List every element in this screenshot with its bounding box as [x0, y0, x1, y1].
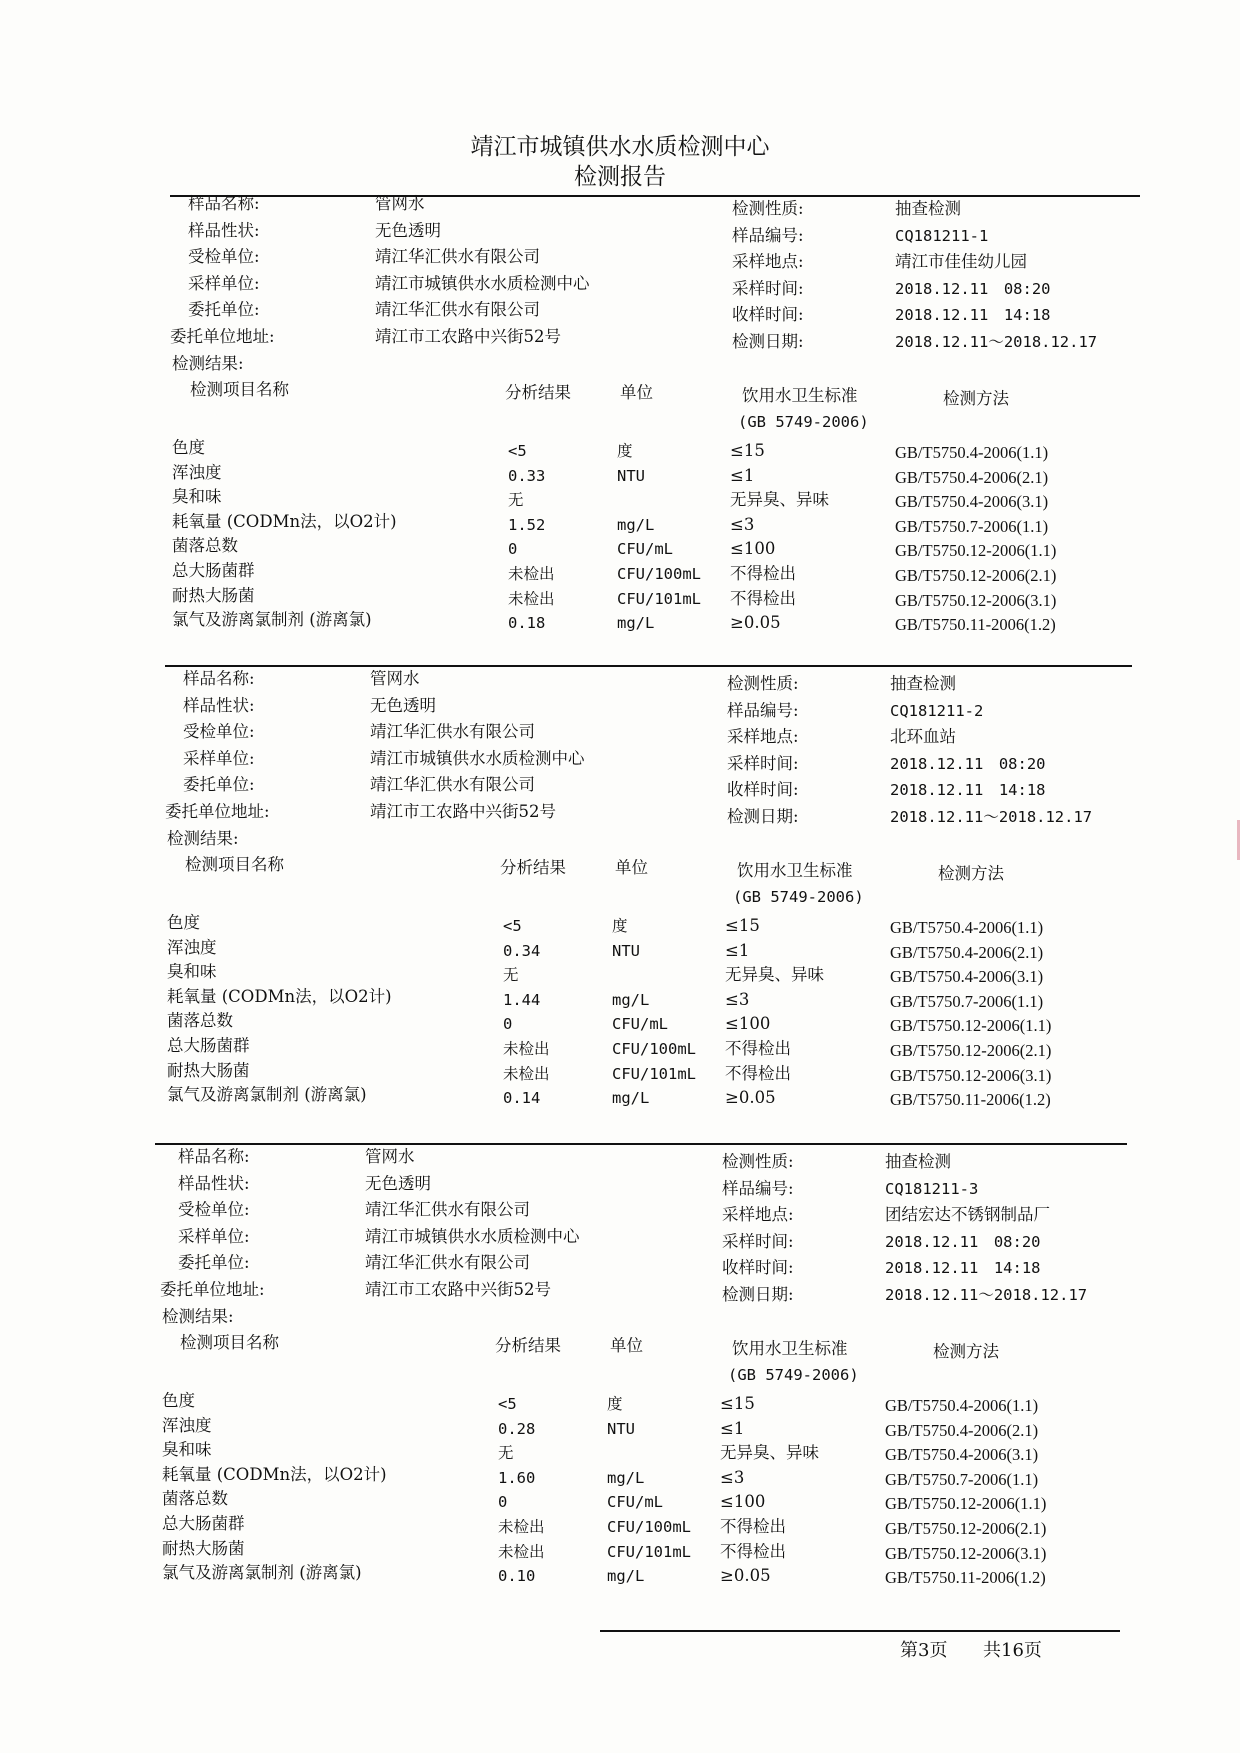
row-method: GB/T5750.12-2006(2.1) — [890, 1041, 1052, 1060]
row-result: <5 — [498, 1395, 517, 1413]
field-value-sampling_time: 2018.12.11 08:20 — [890, 754, 1046, 773]
row-item: 色度 — [172, 438, 205, 457]
col-header-method: 检测方法 — [943, 389, 1009, 408]
field-value-sample_appearance: 无色透明 — [365, 1173, 431, 1193]
row-item: 耐热大肠菌 — [167, 1060, 250, 1080]
row-standard: 不得检出 — [720, 1541, 786, 1561]
field-label-client_unit: 委托单位: — [183, 775, 255, 794]
row-result: 0 — [503, 1015, 513, 1034]
row-unit: 度 — [607, 1395, 623, 1413]
field-label-sample_name: 样品名称: — [188, 194, 260, 213]
row-standard: 不得检出 — [730, 588, 796, 608]
row-method: GB/T5750.12-2006(1.1) — [895, 541, 1057, 561]
field-label-sampling_time: 采样时间: — [727, 753, 799, 773]
row-result: 0.18 — [508, 614, 546, 633]
field-label-receiving_time: 收样时间: — [722, 1258, 794, 1277]
results-label: 检测结果: — [162, 1307, 234, 1326]
row-standard: ≤1 — [725, 940, 750, 960]
field-label-sampling_unit: 采样单位: — [183, 748, 255, 768]
row-item: 氯气及游离氯制剂 (游离氯) — [162, 1563, 362, 1583]
row-item: 总大肠菌群 — [167, 1036, 250, 1055]
row-result: 未检出 — [503, 1040, 550, 1058]
page-number: 第3页 — [900, 1640, 948, 1661]
field-value-inspected_unit: 靖江华汇供水有限公司 — [375, 247, 540, 266]
row-standard: ≤15 — [720, 1394, 755, 1413]
field-label-sample_no: 样品编号: — [727, 700, 799, 720]
field-label-inspected_unit: 受检单位: — [183, 722, 255, 741]
field-label-sample_appearance: 样品性状: — [183, 695, 255, 715]
row-item: 菌落总数 — [167, 1011, 233, 1031]
row-item: 臭和味 — [167, 962, 217, 982]
field-label-client_unit: 委托单位: — [178, 1253, 250, 1272]
col-header-standard: 饮用水卫生标准 — [742, 386, 858, 405]
sample-block — [150, 190, 1150, 650]
field-value-sample_no: CQ181211-1 — [895, 226, 989, 245]
row-item: 耗氧量 (CODMn法，以O2计) — [162, 1464, 387, 1484]
results-label: 检测结果: — [167, 829, 239, 848]
field-value-receiving_time: 2018.12.11 14:18 — [895, 306, 1051, 324]
row-item: 总大肠菌群 — [162, 1514, 245, 1533]
footer-divider — [600, 1630, 1120, 1632]
row-method: GB/T5750.12-2006(3.1) — [885, 1543, 1047, 1563]
field-value-client_address: 靖江市工农路中兴街52号 — [370, 801, 556, 821]
row-result: 0.34 — [503, 941, 541, 960]
row-item: 色度 — [162, 1391, 195, 1410]
row-item: 氯气及游离氯制剂 (游离氯) — [167, 1085, 367, 1105]
field-label-client_address: 委托单位地址: — [160, 1279, 265, 1299]
field-value-sampling_time: 2018.12.11 08:20 — [885, 1232, 1041, 1251]
row-result: 未检出 — [508, 589, 555, 608]
field-value-client_unit: 靖江华汇供水有限公司 — [375, 300, 540, 319]
row-standard: 无异臭、异味 — [730, 490, 829, 510]
row-unit: CFU/mL — [612, 1015, 668, 1034]
col-header-item: 检测项目名称 — [180, 1333, 279, 1352]
col-header-unit: 单位 — [620, 383, 653, 402]
row-standard: ≤3 — [725, 989, 750, 1009]
field-label-inspected_unit: 受检单位: — [178, 1200, 250, 1219]
row-method: GB/T5750.7-2006(1.1) — [885, 1469, 1039, 1489]
row-standard: 不得检出 — [725, 1063, 791, 1083]
row-item: 耗氧量 (CODMn法，以O2计) — [172, 511, 397, 531]
field-label-sampling_unit: 采样单位: — [188, 273, 260, 293]
field-value-sample_appearance: 无色透明 — [375, 220, 441, 240]
row-method: GB/T5750.4-2006(3.1) — [885, 1445, 1039, 1465]
row-item: 菌落总数 — [162, 1489, 228, 1509]
row-method: GB/T5750.12-2006(1.1) — [885, 1494, 1047, 1514]
field-value-test_date: 2018.12.11～2018.12.17 — [895, 332, 1098, 351]
row-standard: ≤3 — [730, 514, 755, 534]
field-value-test_date: 2018.12.11～2018.12.17 — [890, 807, 1093, 826]
row-unit: CFU/101mL — [617, 589, 701, 608]
row-result: 无 — [503, 966, 519, 985]
field-label-inspection_type: 检测性质: — [732, 199, 804, 218]
row-item: 浑浊度 — [167, 937, 217, 957]
field-value-sampling_site: 北环血站 — [890, 727, 956, 746]
row-method: GB/T5750.11-2006(1.2) — [890, 1090, 1051, 1110]
row-unit: CFU/101mL — [607, 1542, 691, 1561]
col-header-result: 分析结果 — [500, 858, 566, 877]
field-label-receiving_time: 收样时间: — [732, 305, 804, 324]
row-standard: ≤100 — [730, 539, 776, 559]
col-header-standard: 饮用水卫生标准 — [737, 861, 853, 880]
row-unit: CFU/100mL — [607, 1518, 691, 1536]
field-value-inspected_unit: 靖江华汇供水有限公司 — [365, 1200, 530, 1219]
section-divider — [155, 1143, 1127, 1145]
row-result: 无 — [508, 491, 524, 510]
field-label-sampling_time: 采样时间: — [722, 1231, 794, 1251]
row-method: GB/T5750.4-2006(2.1) — [895, 467, 1049, 487]
row-method: GB/T5750.4-2006(1.1) — [895, 443, 1049, 462]
row-unit: NTU — [617, 466, 645, 485]
row-method: GB/T5750.4-2006(2.1) — [885, 1420, 1039, 1440]
row-item: 菌落总数 — [172, 536, 238, 556]
field-label-client_address: 委托单位地址: — [165, 801, 270, 821]
row-result: 0 — [508, 540, 518, 559]
row-unit: mg/L — [617, 515, 655, 534]
row-standard: ≤100 — [720, 1492, 766, 1512]
row-standard: ≤3 — [720, 1467, 745, 1487]
row-result: 0 — [498, 1493, 508, 1512]
field-label-receiving_time: 收样时间: — [727, 780, 799, 799]
field-label-client_address: 委托单位地址: — [170, 326, 275, 346]
row-method: GB/T5750.12-2006(2.1) — [885, 1519, 1047, 1538]
row-item: 耐热大肠菌 — [172, 585, 255, 605]
row-result: 1.44 — [503, 990, 541, 1009]
field-value-client_address: 靖江市工农路中兴街52号 — [365, 1279, 551, 1299]
col-header-standard-ref: (GB 5749-2006) — [728, 1366, 859, 1384]
row-method: GB/T5750.11-2006(1.2) — [885, 1568, 1046, 1588]
field-label-sample_appearance: 样品性状: — [188, 220, 260, 240]
row-result: 无 — [498, 1444, 514, 1463]
row-item: 氯气及游离氯制剂 (游离氯) — [172, 610, 372, 630]
section-divider — [170, 195, 1140, 197]
field-value-sampling_unit: 靖江市城镇供水水质检测中心 — [365, 1226, 580, 1246]
field-label-test_date: 检测日期: — [727, 806, 799, 826]
row-method: GB/T5750.4-2006(1.1) — [890, 918, 1044, 937]
row-result: 1.52 — [508, 515, 546, 534]
row-item: 浑浊度 — [162, 1415, 212, 1435]
col-header-item: 检测项目名称 — [185, 855, 284, 874]
row-unit: 度 — [612, 917, 628, 935]
col-header-unit: 单位 — [615, 858, 648, 877]
col-header-standard: 饮用水卫生标准 — [732, 1339, 848, 1358]
row-item: 色度 — [167, 913, 200, 932]
row-result: 未检出 — [508, 565, 555, 583]
row-method: GB/T5750.4-2006(3.1) — [895, 492, 1049, 512]
field-value-sample_no: CQ181211-3 — [885, 1179, 979, 1198]
field-value-sampling_time: 2018.12.11 08:20 — [895, 279, 1051, 298]
row-item: 臭和味 — [162, 1440, 212, 1460]
row-unit: CFU/100mL — [612, 1040, 696, 1058]
row-result: 0.14 — [503, 1089, 541, 1108]
row-standard: ≥0.05 — [730, 613, 781, 633]
field-label-sample_name: 样品名称: — [178, 1147, 250, 1166]
row-standard: 不得检出 — [730, 564, 796, 583]
field-label-sample_no: 样品编号: — [732, 225, 804, 245]
row-item: 浑浊度 — [172, 462, 222, 482]
section-divider — [165, 665, 1132, 667]
field-label-client_unit: 委托单位: — [188, 300, 260, 319]
field-label-sampling_time: 采样时间: — [732, 278, 804, 298]
field-value-sample_name: 管网水 — [365, 1147, 415, 1166]
col-header-method: 检测方法 — [938, 864, 1004, 883]
field-value-sampling_unit: 靖江市城镇供水水质检测中心 — [370, 748, 585, 768]
row-result: <5 — [508, 442, 527, 460]
col-header-method: 检测方法 — [933, 1342, 999, 1361]
field-value-inspection_type: 抽查检测 — [895, 199, 961, 218]
row-method: GB/T5750.12-2006(3.1) — [890, 1065, 1052, 1085]
sample-block — [140, 1143, 1140, 1603]
row-standard: ≤1 — [730, 465, 755, 485]
row-result: 0.33 — [508, 466, 546, 485]
row-item: 臭和味 — [172, 487, 222, 507]
field-value-sample_no: CQ181211-2 — [890, 701, 984, 720]
col-header-item: 检测项目名称 — [190, 380, 289, 399]
row-standard: 无异臭、异味 — [725, 965, 824, 985]
field-label-inspection_type: 检测性质: — [722, 1152, 794, 1171]
row-method: GB/T5750.4-2006(3.1) — [890, 967, 1044, 987]
row-unit: CFU/mL — [607, 1493, 663, 1512]
field-label-sampling_site: 采样地点: — [727, 727, 799, 746]
row-result: 0.10 — [498, 1567, 536, 1586]
row-unit: CFU/101mL — [612, 1064, 696, 1083]
row-standard: ≤100 — [725, 1014, 771, 1034]
row-method: GB/T5750.12-2006(1.1) — [890, 1016, 1052, 1036]
field-label-sampling_site: 采样地点: — [732, 252, 804, 271]
field-value-client_address: 靖江市工农路中兴街52号 — [375, 326, 561, 346]
row-result: 1.60 — [498, 1468, 536, 1487]
row-item: 耗氧量 (CODMn法，以O2计) — [167, 986, 392, 1006]
col-header-standard-ref: (GB 5749-2006) — [738, 413, 869, 431]
field-value-sampling_site: 靖江市佳佳幼儿园 — [895, 252, 1027, 271]
row-method: GB/T5750.7-2006(1.1) — [895, 516, 1049, 536]
report-subtitle: 检测报告 — [574, 164, 666, 190]
field-label-sampling_site: 采样地点: — [722, 1205, 794, 1224]
row-unit: NTU — [607, 1419, 635, 1438]
row-item: 耐热大肠菌 — [162, 1538, 245, 1558]
field-value-receiving_time: 2018.12.11 14:18 — [885, 1259, 1041, 1277]
row-unit: CFU/mL — [617, 540, 673, 559]
field-value-receiving_time: 2018.12.11 14:18 — [890, 781, 1046, 799]
field-label-inspection_type: 检测性质: — [727, 674, 799, 693]
row-standard: ≥0.05 — [720, 1566, 771, 1586]
row-unit: mg/L — [617, 614, 655, 633]
field-value-sample_name: 管网水 — [375, 194, 425, 213]
row-unit: 度 — [617, 442, 633, 460]
field-value-inspection_type: 抽查检测 — [890, 674, 956, 693]
col-header-result: 分析结果 — [495, 1336, 561, 1355]
row-method: GB/T5750.7-2006(1.1) — [890, 991, 1044, 1011]
row-standard: ≤15 — [725, 916, 760, 935]
row-unit: mg/L — [607, 1567, 645, 1586]
row-method: GB/T5750.4-2006(1.1) — [885, 1396, 1039, 1415]
field-label-inspected_unit: 受检单位: — [188, 247, 260, 266]
row-standard: ≤15 — [730, 441, 765, 460]
results-label: 检测结果: — [172, 354, 244, 373]
row-standard: 不得检出 — [720, 1517, 786, 1536]
field-label-sample_appearance: 样品性状: — [178, 1173, 250, 1193]
field-value-inspected_unit: 靖江华汇供水有限公司 — [370, 722, 535, 741]
field-label-sampling_unit: 采样单位: — [178, 1226, 250, 1246]
field-value-client_unit: 靖江华汇供水有限公司 — [370, 775, 535, 794]
field-value-sample_appearance: 无色透明 — [370, 695, 436, 715]
row-unit: NTU — [612, 941, 640, 960]
row-standard: ≥0.05 — [725, 1088, 776, 1108]
field-label-test_date: 检测日期: — [732, 331, 804, 351]
row-result: 未检出 — [498, 1518, 545, 1536]
row-unit: mg/L — [607, 1468, 645, 1487]
row-method: GB/T5750.12-2006(2.1) — [895, 566, 1057, 585]
sample-block — [145, 665, 1145, 1125]
row-standard: 不得检出 — [725, 1039, 791, 1058]
row-method: GB/T5750.4-2006(2.1) — [890, 942, 1044, 962]
row-method: GB/T5750.11-2006(1.2) — [895, 615, 1056, 635]
row-result: <5 — [503, 917, 522, 935]
field-value-client_unit: 靖江华汇供水有限公司 — [365, 1253, 530, 1272]
page-total: 共16页 — [983, 1640, 1042, 1661]
field-label-sample_name: 样品名称: — [183, 669, 255, 688]
row-method: GB/T5750.12-2006(3.1) — [895, 590, 1057, 610]
field-value-sampling_site: 团结宏达不锈钢制品厂 — [885, 1205, 1050, 1224]
field-value-sampling_unit: 靖江市城镇供水水质检测中心 — [375, 273, 590, 293]
row-item: 总大肠菌群 — [172, 561, 255, 580]
col-header-result: 分析结果 — [505, 383, 571, 402]
field-label-test_date: 检测日期: — [722, 1284, 794, 1304]
row-standard: 无异臭、异味 — [720, 1443, 819, 1463]
row-result: 0.28 — [498, 1419, 536, 1438]
row-result: 未检出 — [498, 1542, 545, 1561]
col-header-standard-ref: (GB 5749-2006) — [733, 888, 864, 906]
field-label-sample_no: 样品编号: — [722, 1178, 794, 1198]
field-value-inspection_type: 抽查检测 — [885, 1152, 951, 1171]
col-header-unit: 单位 — [610, 1336, 643, 1355]
row-unit: mg/L — [612, 1089, 650, 1108]
report-org-title: 靖江市城镇供水水质检测中心 — [470, 134, 770, 160]
row-standard: ≤1 — [720, 1418, 745, 1438]
field-value-sample_name: 管网水 — [370, 669, 420, 688]
row-unit: CFU/100mL — [617, 565, 701, 583]
row-result: 未检出 — [503, 1064, 550, 1083]
field-value-test_date: 2018.12.11～2018.12.17 — [885, 1285, 1088, 1304]
row-unit: mg/L — [612, 990, 650, 1009]
